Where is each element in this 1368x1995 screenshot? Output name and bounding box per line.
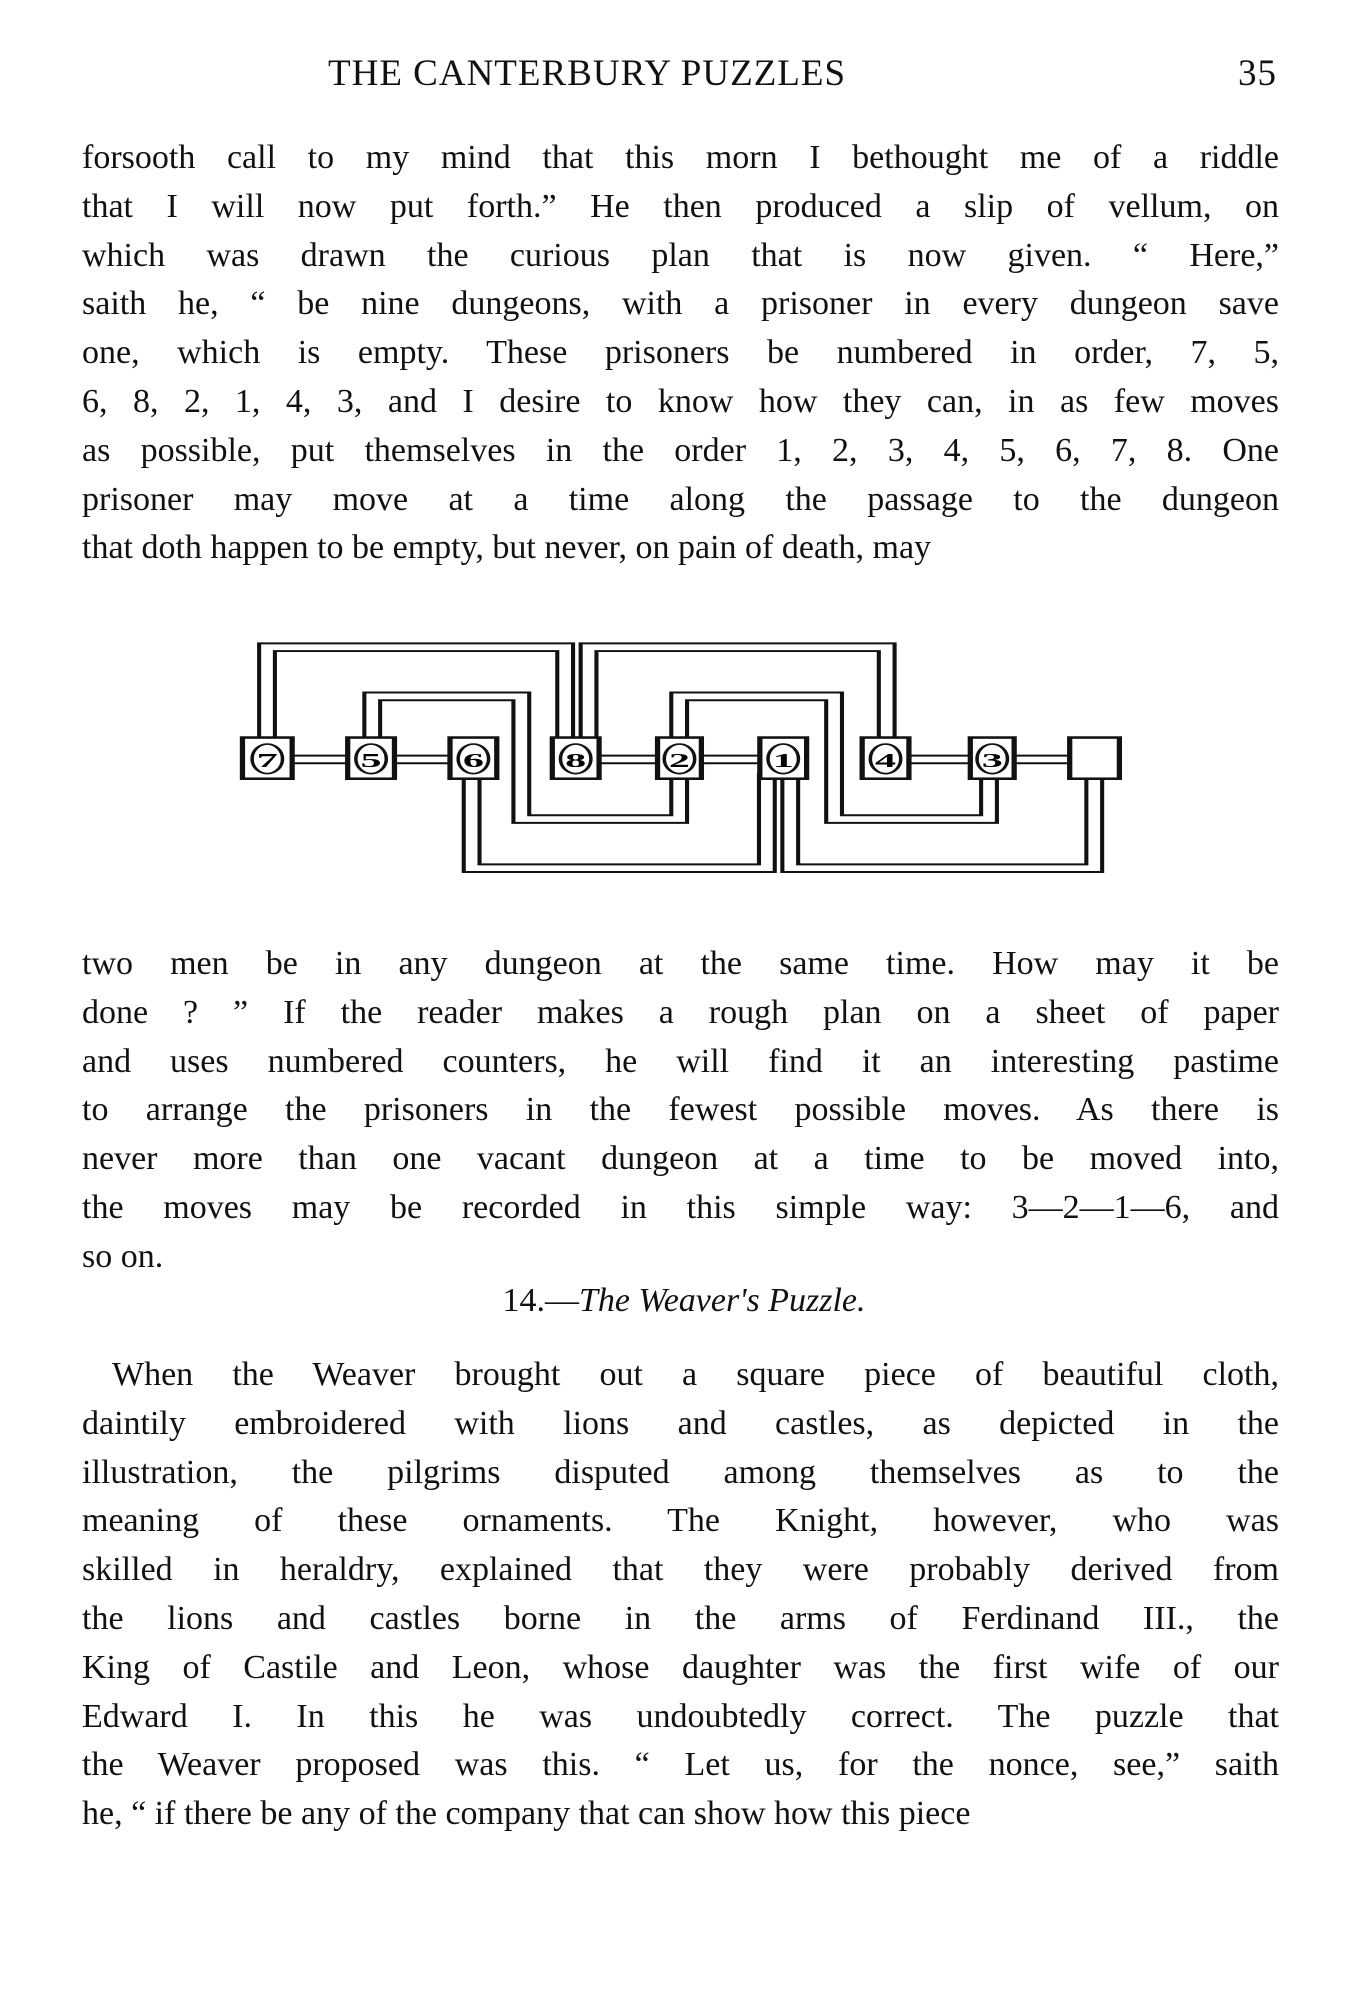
prisoner-number: 1 xyxy=(772,749,794,772)
text-line: to arrange the prisoners in the fewest possible moves. As there is xyxy=(82,1091,1279,1129)
text-line: which was drawn the curious plan that is now given. “ Here,” xyxy=(82,236,1279,274)
prisoner-number: 6 xyxy=(462,749,484,772)
text-line: he, “ if there be any of the company that can show how this piece xyxy=(82,1795,971,1833)
text-line: Edward I. In this he was undoubtedly correct. The puzzle that xyxy=(82,1697,1279,1735)
running-header-title: THE CANTERBURY PUZZLES xyxy=(328,53,847,94)
text-line: one, which is empty. These prisoners be numbered in order, 7, 5, xyxy=(82,334,1279,372)
text-line: skilled in heraldry, explained that they were probably derived from xyxy=(82,1551,1279,1589)
page-number: 35 xyxy=(1238,53,1277,94)
text-line: never more than one vacant dungeon at a time to be moved into, xyxy=(82,1140,1279,1178)
dungeon-plan-diagram xyxy=(222,614,1134,898)
text-line: saith he, “ be nine dungeons, with a prisoner in every dungeon save xyxy=(82,285,1279,323)
dungeon-cell xyxy=(1070,738,1120,779)
prisoner-number: 8 xyxy=(565,749,587,772)
text-line: and uses numbered counters, he will find it an interesting pastime xyxy=(82,1042,1279,1080)
text-line: as possible, put themselves in the order 1, 2, 3, 4, 5, 6, 7, 8. One xyxy=(82,431,1279,469)
text-line: illustration, the pilgrims disputed among themselves as to the xyxy=(82,1453,1279,1491)
text-line: 6, 8, 2, 1, 4, 3, and I desire to know how they can, in as few moves xyxy=(82,383,1279,420)
text-line: done ? ” If the reader makes a rough plan on a sheet of paper xyxy=(82,993,1279,1031)
section-number: 14.— xyxy=(502,1282,579,1319)
text-line: two men be in any dungeon at the same time. How may it be xyxy=(82,945,1279,982)
text-line: the Weaver proposed was this. “ Let us, for the nonce, see,” saith xyxy=(82,1746,1279,1784)
section-heading xyxy=(0,1282,1368,1320)
text-line: that doth happen to be empty, but never, on pain of death, may xyxy=(82,529,932,567)
prisoner-number: 5 xyxy=(360,749,382,772)
text-line: forsooth call to my mind that this morn I bethought me of a riddle xyxy=(82,139,1279,176)
prisoner-number: 4 xyxy=(875,749,897,772)
text-line: the moves may be recorded in this simple way: 3—2—1—6, and xyxy=(82,1189,1279,1226)
text-line: so on. xyxy=(82,1237,164,1275)
text-line: that I will now put forth.” He then produced a slip of vellum, on xyxy=(82,187,1279,225)
text-line: the lions and castles borne in the arms of Ferdinand III., the xyxy=(82,1600,1279,1637)
prisoner-number: 7 xyxy=(256,749,278,772)
text-line: King of Castile and Leon, whose daughter was the first wife of our xyxy=(82,1648,1279,1686)
text-line: meaning of these ornaments. The Knight, however, who was xyxy=(82,1502,1279,1540)
prisoner-number: 3 xyxy=(981,749,1003,772)
prisoner-number: 2 xyxy=(668,749,690,772)
text-line: daintily embroidered with lions and castles, as depicted in the xyxy=(82,1404,1279,1442)
section-title: The Weaver's Puzzle. xyxy=(579,1282,866,1319)
text-line: prisoner may move at a time along the passage to the dungeon xyxy=(82,480,1279,518)
text-line: When the Weaver brought out a square piece of beautiful cloth, xyxy=(112,1356,1279,1393)
